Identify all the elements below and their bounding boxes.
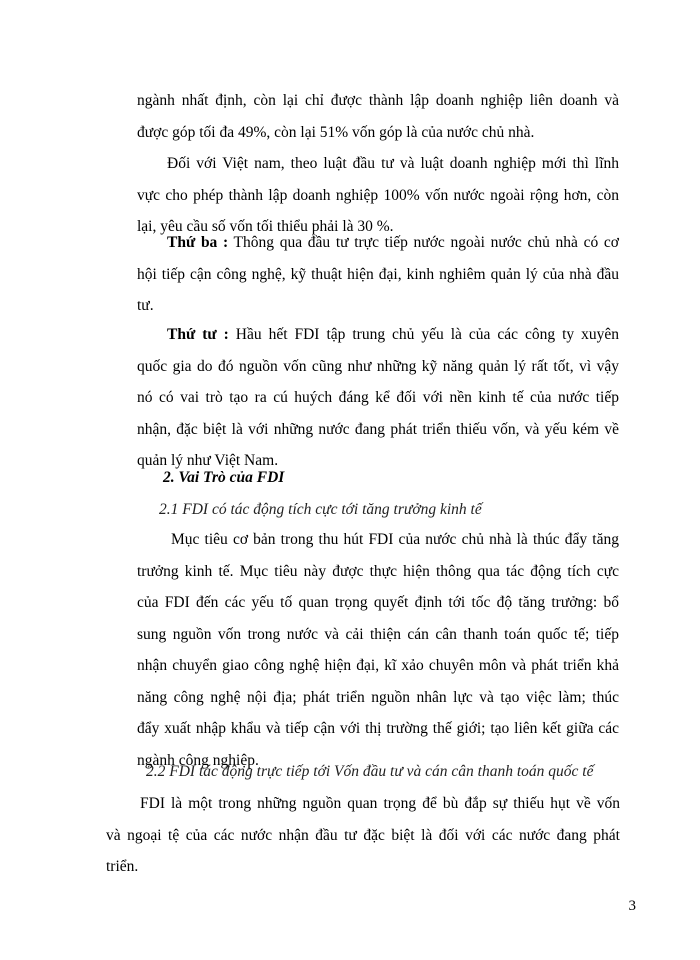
- text-line: tư.: [137, 297, 154, 314]
- text-fragment: Hầu hết FDI tập trung chủ yếu là của các công ty xuyên: [228, 326, 619, 343]
- text-line: [137, 319, 619, 351]
- paragraph-1: [137, 85, 619, 148]
- text-line: quốc gia do đó nguồn vốn cũng như những kỹ năng quản lý rất tốt, vì vậy: [137, 357, 619, 375]
- text-line: nhận, đặc biệt là với những nước đang phát triển thiếu vốn, và yếu kém về: [137, 420, 619, 438]
- paragraph-6: [106, 788, 620, 883]
- text-line: được góp tối đa 49%, còn lại 51% vốn góp là của nước chủ nhà.: [137, 123, 535, 141]
- text-line: của FDI đến các yếu tố quan trọng quyết định tới tốc độ tăng trưởng: bổ: [137, 594, 619, 611]
- text-line: [137, 227, 619, 259]
- text-line: nó có vai trò tạo ra cú huých đáng kể đối với nền kinh tế của nước tiếp: [137, 389, 619, 406]
- paragraph-4: [137, 319, 619, 477]
- text-line: triển.: [106, 858, 139, 875]
- paragraph-3: [137, 227, 619, 322]
- text-line: và ngoại tệ của các nước nhận đầu tư đặc biệt là đối với các nước đang phát: [106, 826, 620, 844]
- text-fragment: Thông qua đầu tư trực tiếp nước ngoài nước chủ nhà có cơ: [228, 234, 619, 251]
- subsection-heading-2-2: 2.2 FDI tác động trực tiếp tới Vốn đầu tư và cán cân thanh toán quốc tế: [146, 763, 594, 780]
- text-line: ngành công nghiệp.: [137, 751, 259, 769]
- text-line: ngành nhất định, còn lại chỉ được thành lập doanh nghiệp liên doanh và: [137, 92, 619, 109]
- text-line: lại, yêu cầu số vốn tối thiểu phải là 30 %.: [137, 218, 394, 235]
- label-thu-ba: Thứ ba :: [167, 234, 229, 251]
- label-thu-tu: Thứ tư :: [167, 326, 229, 343]
- text-line: sung nguồn vốn trong nước và cải thiện cán cân thanh toán quốc tế; tiếp: [137, 625, 619, 643]
- text-line: nhận chuyển giao công nghệ hiện đại, kĩ xảo chuyên môn và phát triển khả: [137, 657, 619, 674]
- text-line: vực cho phép thành lập doanh nghiệp 100% vốn nước ngoài rộng hơn, còn: [137, 186, 619, 204]
- page-number: 3: [628, 898, 636, 914]
- text-line: Mục tiêu cơ bản trong thu hút FDI của nước chủ nhà là thúc đẩy tăng: [171, 531, 619, 548]
- section-heading: 2. Vai Trò của FDI: [163, 469, 285, 486]
- text-line: đẩy xuất nhập khẩu và tiếp cận với thị trường thế giới; tạo liên kết giữa các: [137, 720, 619, 737]
- text-line: năng công nghệ nội địa; phát triển nguồn nhân lực và tạo việc làm; thúc: [137, 688, 619, 706]
- text-line: hội tiếp cận công nghệ, kỹ thuật hiện đại, kinh nghiêm quản lý của nhà đầu: [137, 265, 619, 283]
- paragraph-5: [137, 524, 619, 776]
- subsection-heading-2-1: 2.1 FDI có tác động tích cực tới tăng trưởng kinh tế: [159, 501, 482, 518]
- text-line: trưởng kinh tế. Mục tiêu này được thực hiện thông qua tác động tích cực: [137, 562, 619, 580]
- text-line: Đối với Việt nam, theo luật đầu tư và luật doanh nghiệp mới thì lĩnh: [167, 155, 619, 172]
- text-line: FDI là một trong những nguồn quan trọng để bù đắp sự thiếu hụt về vốn: [140, 795, 620, 812]
- text-line: quản lý như Việt Nam.: [137, 452, 279, 469]
